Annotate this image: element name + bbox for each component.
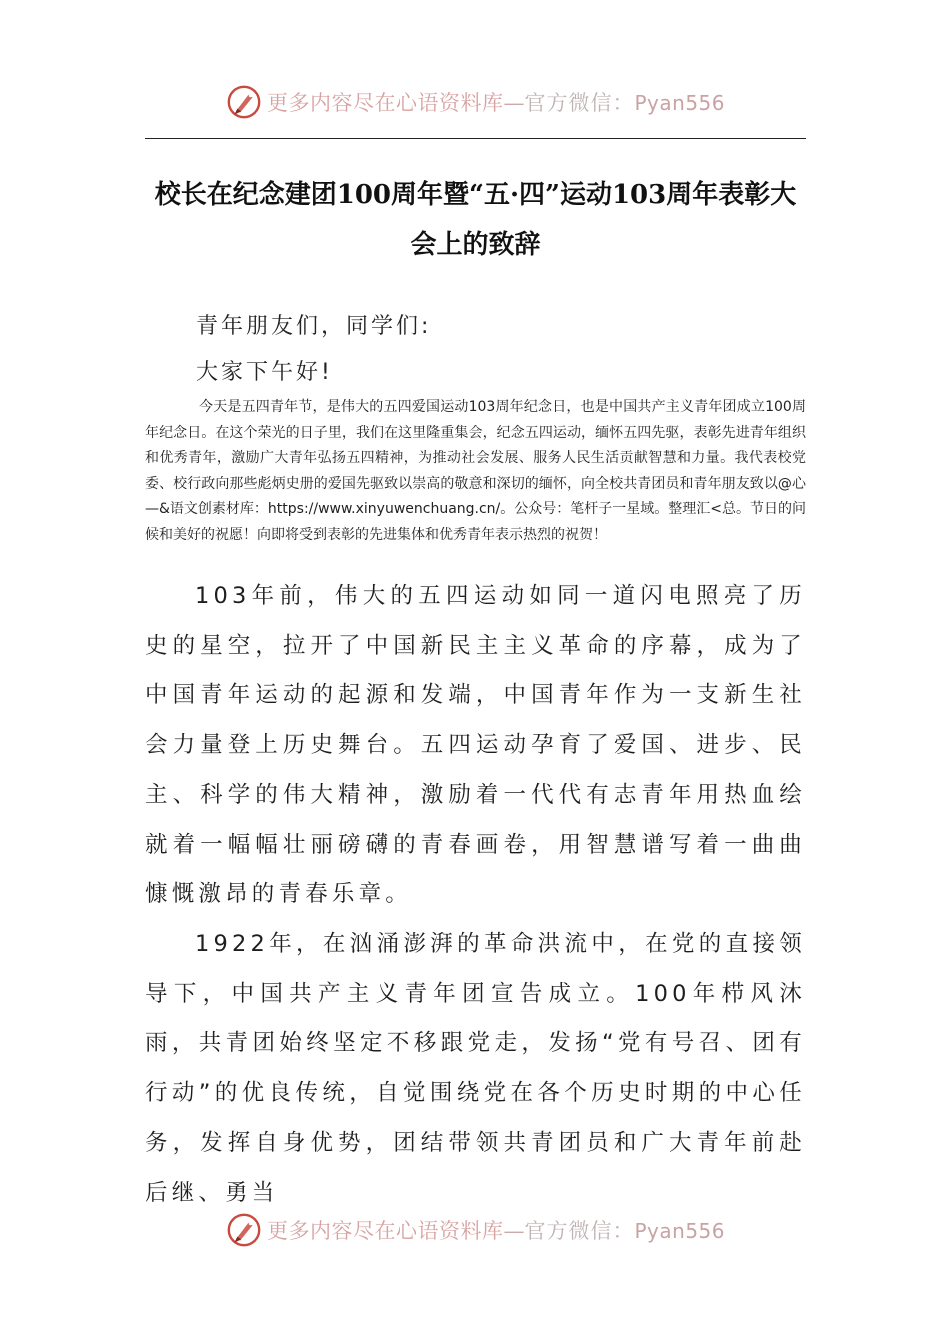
salutation: 青年朋友们，同学们: — [196, 314, 432, 339]
banner-wechat-id: Pyan556 — [634, 1219, 725, 1243]
body-paragraph-2: 1922年，在汹涌澎湃的革命洪流中，在党的直接领导下，中国共产主义青年团宣告成立。100年栉风沐雨，共青团始终坚定不移跟党走，发扬“党有号召、团有行动”的优良传统，自觉围绕党在各个历史时期的中心任务，发挥自身优势，团结带领共青团员和广大青年前赴后继、勇当 — [145, 931, 806, 1206]
banner-separator: — — [503, 91, 525, 115]
header-banner-text — [267, 87, 725, 117]
footer-banner-text — [267, 1215, 725, 1245]
banner-library-text: 更多内容尽在心语资料库 — [266, 91, 504, 115]
banner-separator: — — [503, 1219, 525, 1243]
body-paragraph-1: 103年前，伟大的五四运动如同一道闪电照亮了历史的星空，拉开了中国新民主主义革命的序幕，成为了中国青年运动的起源和发端，中国青年作为一支新生社会力量登上历史舞台。五四运动孕育了爱国、进步、民主、科学的伟大精神，激励着一代代有志青年用热血绘就着一幅幅壮丽磅礴的青春画卷，用智慧谱写着一曲曲慷慨激昂的青春乐章。 — [145, 583, 806, 908]
banner-library-text: 更多内容尽在心语资料库 — [266, 1219, 504, 1243]
intro-paragraph: 今天是五四青年节，是伟大的五四爱国运动103周年纪念日，也是中国共产主义青年团成立100周年纪念日。在这个荣光的日子里，我们在这里隆重集会，纪念五四运动，缅怀五四先驱，表彰先进青年组织和优秀青年，激励广大青年弘扬五四精神，为推动社会发展、服务人民生活贡献智慧和力量。我代表校党委、校行政向那些彪炳史册的爱国先驱致以崇高的敬意和深切的缅怀，向全校共青团员和青年朋友致以@心—&语文创素材库：https://www.xinyuwenchuang.cn/。公众号：笔杆子一星域。整理汇<总。节日的问候和美好的祝愿！向即将受到表彰的先进集体和优秀青年表示热烈的祝贺！ — [145, 399, 807, 543]
header-divider — [145, 138, 806, 139]
pen-nib-logo-icon — [225, 1211, 263, 1249]
header-banner — [0, 80, 950, 124]
greeting: 大家下午好! — [196, 360, 333, 385]
banner-wechat-label: 官方微信： — [524, 91, 635, 115]
pen-nib-logo-icon — [225, 83, 263, 121]
banner-wechat-id: Pyan556 — [634, 91, 725, 115]
footer-banner — [0, 1208, 950, 1252]
document-title: 校长在纪念建团100周年暨“五·四”运动103周年表彰大会上的致辞 — [154, 180, 797, 260]
banner-wechat-label: 官方微信： — [524, 1219, 635, 1243]
